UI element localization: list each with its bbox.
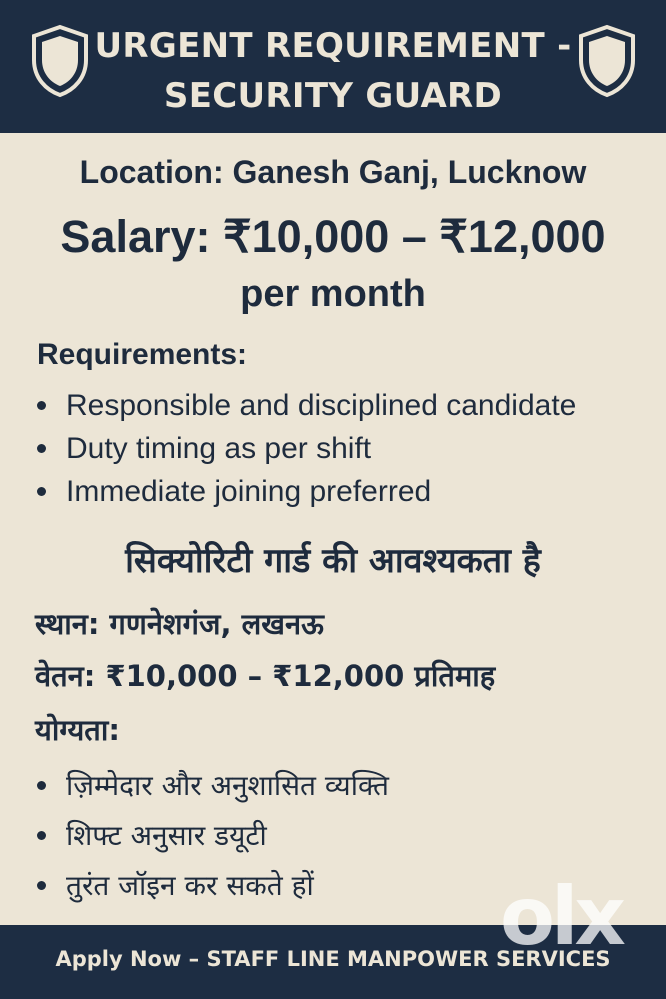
page-title-line2: SECURITY GUARD	[163, 76, 503, 116]
requirement-text: Immediate joining preferred	[66, 474, 432, 508]
bullet-icon	[37, 881, 46, 890]
hindi-heading: सिक्योरिटी गार्ड की आवश्यकता है	[125, 541, 541, 581]
bullet-icon	[37, 831, 46, 840]
page-title-line1: URGENT REQUIREMENT -	[94, 26, 572, 66]
header-banner	[0, 0, 666, 133]
hindi-requirement-text: ज़िम्मेदार और अनुशासित व्यक्ति	[66, 769, 389, 802]
salary-text: Salary: ₹10,000 – ₹12,000	[60, 211, 606, 262]
list-item	[37, 384, 657, 427]
shield-icon	[577, 24, 637, 98]
hindi-requirement-text: शिफ्ट अनुसार डयूटी	[66, 819, 267, 852]
bullet-icon	[37, 444, 46, 453]
apply-now-text: Apply Now – STAFF LINE MANPOWER SERVICES	[55, 947, 611, 971]
bullet-icon	[37, 401, 46, 410]
requirement-text: Duty timing as per shift	[66, 431, 372, 465]
location-text: Location: Ganesh Ganj, Lucknow	[79, 154, 587, 190]
hindi-requirement-text: तुरंत जॉइन कर सकते हों	[66, 869, 314, 902]
requirements-heading: Requirements:	[37, 338, 248, 371]
list-item	[37, 810, 597, 860]
hindi-salary-text: वेतन: ₹10,000 – ₹12,000 प्रतिमाह	[35, 659, 496, 693]
list-item	[37, 427, 657, 470]
list-item	[37, 760, 597, 810]
requirements-list	[37, 384, 657, 513]
olx-watermark-logo: olx	[500, 870, 622, 963]
shield-icon	[30, 24, 90, 98]
requirement-text: Responsible and disciplined candidate	[66, 388, 577, 422]
bullet-icon	[37, 781, 46, 790]
hindi-location-text: स्थान: गणनेशगंज, लखनऊ	[35, 607, 324, 641]
bullet-icon	[37, 487, 46, 496]
salary-period: per month	[240, 273, 426, 315]
hindi-requirements-heading: योग्यता:	[35, 713, 120, 747]
list-item	[37, 470, 657, 513]
